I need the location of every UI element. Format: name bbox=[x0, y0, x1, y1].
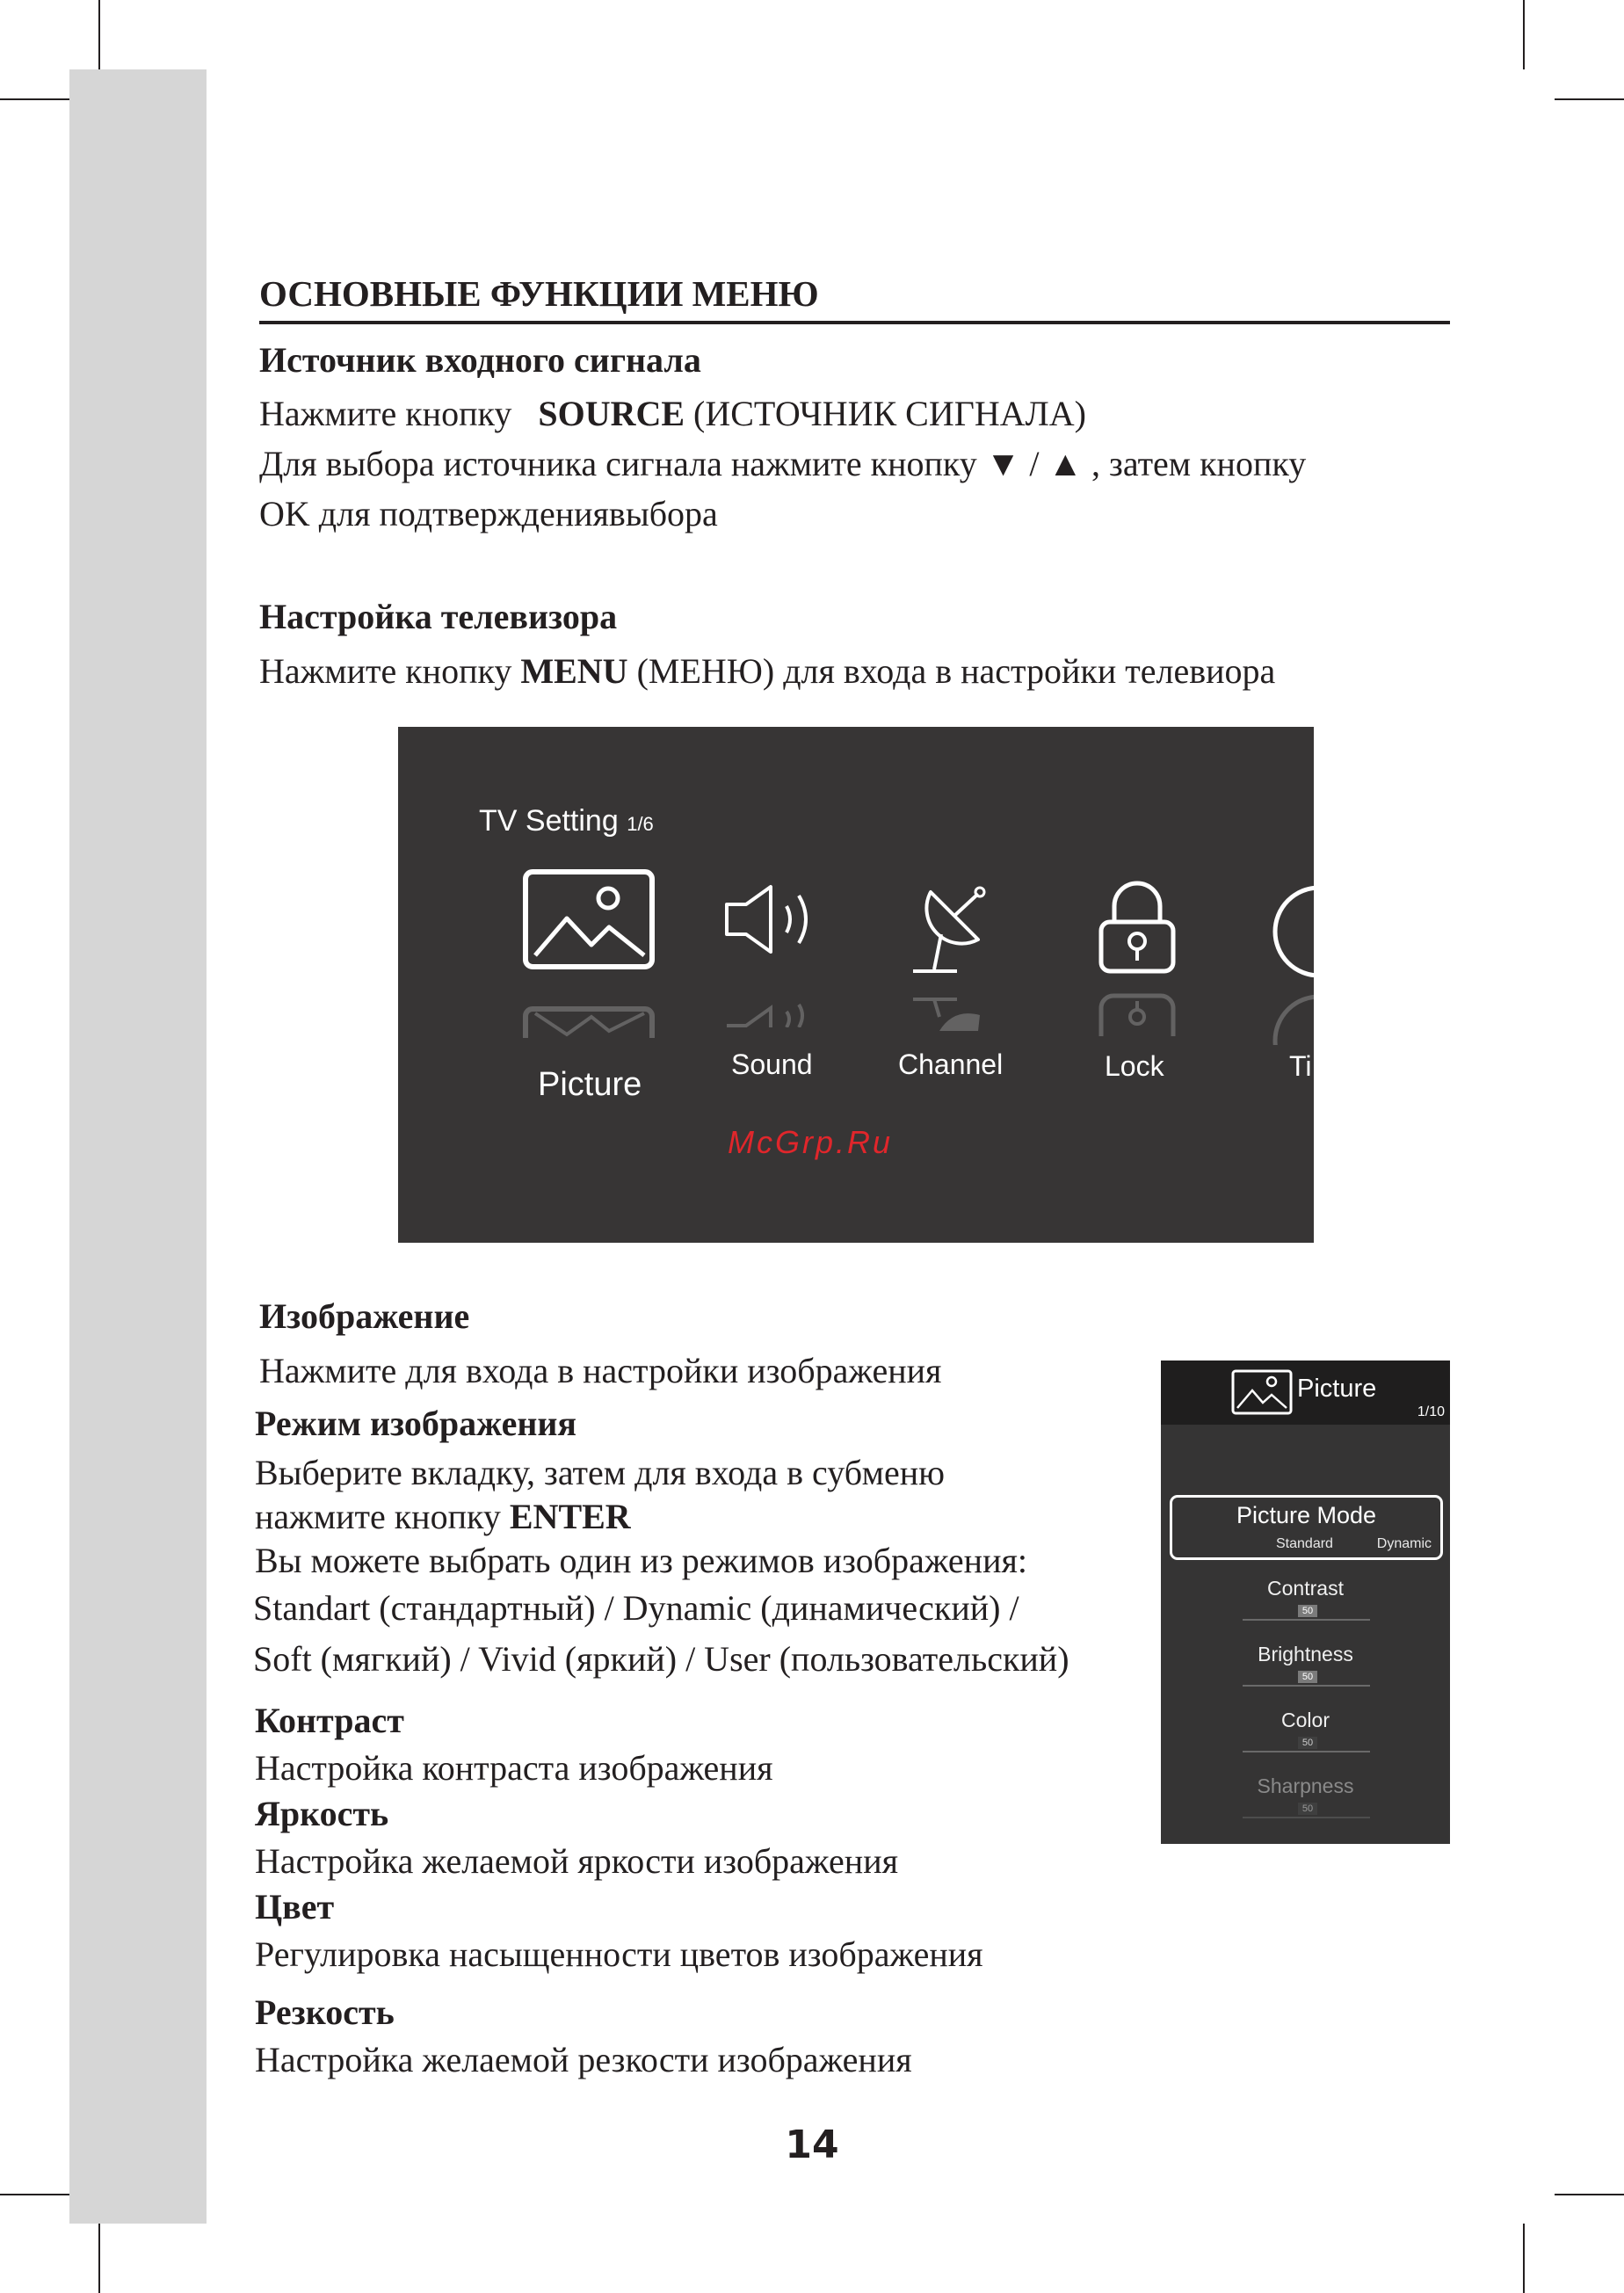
picture-icon bbox=[1231, 1369, 1293, 1415]
tv-setup-line bbox=[259, 650, 1275, 693]
contrast-value: 50 bbox=[1298, 1605, 1317, 1617]
sharpness-value: 50 bbox=[1298, 1803, 1317, 1815]
contrast-title: Контраст bbox=[255, 1701, 404, 1740]
picture-mode-line3: Вы можете выбрать один из режимов изображения: bbox=[255, 1541, 1028, 1580]
crop-mark bbox=[1523, 0, 1525, 69]
picture-mode-option[interactable] bbox=[1170, 1495, 1443, 1560]
picture-mode-dynamic[interactable]: Dynamic bbox=[1376, 1536, 1432, 1551]
color-slider[interactable] bbox=[1243, 1751, 1370, 1752]
lock-icon[interactable] bbox=[1097, 880, 1178, 975]
picture-mode-line2 bbox=[255, 1496, 631, 1538]
picture-title: Изображение bbox=[259, 1296, 470, 1336]
satellite-dish-reflection bbox=[904, 996, 996, 1031]
page-sidebar bbox=[69, 69, 207, 2224]
menu-item-sound[interactable]: Sound bbox=[731, 1049, 813, 1080]
picture-mode-label: Picture Mode bbox=[1236, 1502, 1377, 1528]
picture-panel-title: Picture bbox=[1297, 1375, 1377, 1403]
picture-panel-page: 1/10 bbox=[1417, 1404, 1445, 1419]
lock-icon-reflection bbox=[1097, 992, 1178, 1036]
line1-post: (ИСТОЧНИК СИГНАЛА) bbox=[693, 394, 1086, 433]
page-title: ОСНОВНЫЕ ФУНКЦИИ МЕНЮ bbox=[259, 273, 819, 314]
sharpness-slider[interactable] bbox=[1243, 1817, 1370, 1818]
picture-panel-header bbox=[1161, 1361, 1450, 1425]
source-key: SOURCE bbox=[538, 394, 685, 433]
sharpness-setting[interactable]: Sharpness bbox=[1257, 1774, 1354, 1797]
picture-mode-standard[interactable]: Standard bbox=[1276, 1536, 1333, 1551]
picture-mode-line5: Soft (мягкий) / Vivid (яркий) / User (пользовательский) bbox=[253, 1639, 1069, 1679]
color-value: 50 bbox=[1298, 1737, 1317, 1749]
watermark: McGrp.Ru bbox=[728, 1124, 894, 1160]
crop-mark bbox=[98, 0, 100, 69]
menu-key: MENU bbox=[520, 651, 628, 691]
picture-mode-title: Режим изображения bbox=[255, 1404, 577, 1443]
menu-item-lock[interactable]: Lock bbox=[1105, 1050, 1164, 1082]
mode-line2-pre: нажмите кнопку bbox=[255, 1497, 501, 1536]
page-number: 14 bbox=[785, 2122, 839, 2167]
tv-setup-post: (МЕНЮ) для входа в настройки телевиора bbox=[636, 651, 1276, 691]
crop-mark bbox=[0, 98, 69, 100]
tv-setup-title: Настройка телевизора bbox=[259, 597, 618, 636]
timer-icon-reflection bbox=[1271, 992, 1314, 1045]
input-source-line2: Для выбора источника сигнала нажмите кнопку ▼ / ▲ , затем кнопку bbox=[259, 444, 1307, 483]
menu-item-picture[interactable]: Picture bbox=[538, 1066, 642, 1103]
input-source-line3: OK для подтверждениявыбора bbox=[259, 494, 718, 533]
picture-mode-line1: Выберите вкладку, затем для входа в субменю bbox=[255, 1453, 946, 1492]
picture-mode-line4: Standart (стандартный) / Dynamic (динамический) / bbox=[253, 1588, 1019, 1628]
tv-menu-title: TV Setting 1/6 bbox=[479, 804, 654, 838]
menu-item-timer[interactable]: Ti bbox=[1289, 1050, 1312, 1082]
picture-icon[interactable] bbox=[523, 869, 655, 969]
input-source-line1 bbox=[259, 393, 1086, 435]
timer-icon[interactable] bbox=[1271, 883, 1314, 980]
brightness-value: 50 bbox=[1298, 1671, 1317, 1683]
contrast-slider[interactable] bbox=[1243, 1619, 1370, 1621]
input-source-title: Источник входного сигнала bbox=[259, 340, 701, 380]
color-setting[interactable]: Color bbox=[1281, 1709, 1330, 1731]
sharpness-title: Резкость bbox=[255, 1992, 395, 2032]
speaker-icon-reflection bbox=[723, 996, 822, 1027]
sharpness-text: Настройка желаемой резкости изображения bbox=[255, 2040, 912, 2079]
color-title: Цвет bbox=[255, 1887, 335, 1927]
tv-setup-pre: Нажмите кнопку bbox=[259, 651, 512, 691]
picture-line: Нажмите для входа в настройки изображения bbox=[259, 1351, 942, 1390]
contrast-setting[interactable]: Contrast bbox=[1267, 1577, 1344, 1600]
brightness-title: Яркость bbox=[255, 1794, 389, 1833]
line1-pre: Нажмите кнопку bbox=[259, 394, 512, 433]
crop-mark bbox=[1555, 98, 1624, 100]
crop-mark bbox=[0, 2194, 69, 2195]
brightness-setting[interactable]: Brightness bbox=[1258, 1643, 1353, 1665]
crop-mark bbox=[1523, 2224, 1525, 2293]
brightness-slider[interactable] bbox=[1243, 1685, 1370, 1687]
tv-menu-page: 1/6 bbox=[627, 813, 654, 835]
title-divider bbox=[259, 321, 1450, 324]
tv-setting-menu bbox=[398, 727, 1314, 1243]
contrast-text: Настройка контраста изображения bbox=[255, 1748, 773, 1788]
crop-mark bbox=[1555, 2194, 1624, 2195]
menu-item-channel[interactable]: Channel bbox=[898, 1049, 1004, 1080]
picture-icon-reflection bbox=[523, 1006, 655, 1038]
satellite-dish-icon[interactable] bbox=[904, 885, 996, 978]
brightness-text: Настройка желаемой яркости изображения bbox=[255, 1841, 898, 1881]
enter-key: ENTER bbox=[509, 1497, 631, 1536]
color-text: Регулировка насыщенности цветов изображения bbox=[255, 1934, 983, 1974]
crop-mark bbox=[98, 2224, 100, 2293]
picture-settings-panel bbox=[1161, 1361, 1450, 1844]
speaker-icon[interactable] bbox=[723, 883, 822, 955]
